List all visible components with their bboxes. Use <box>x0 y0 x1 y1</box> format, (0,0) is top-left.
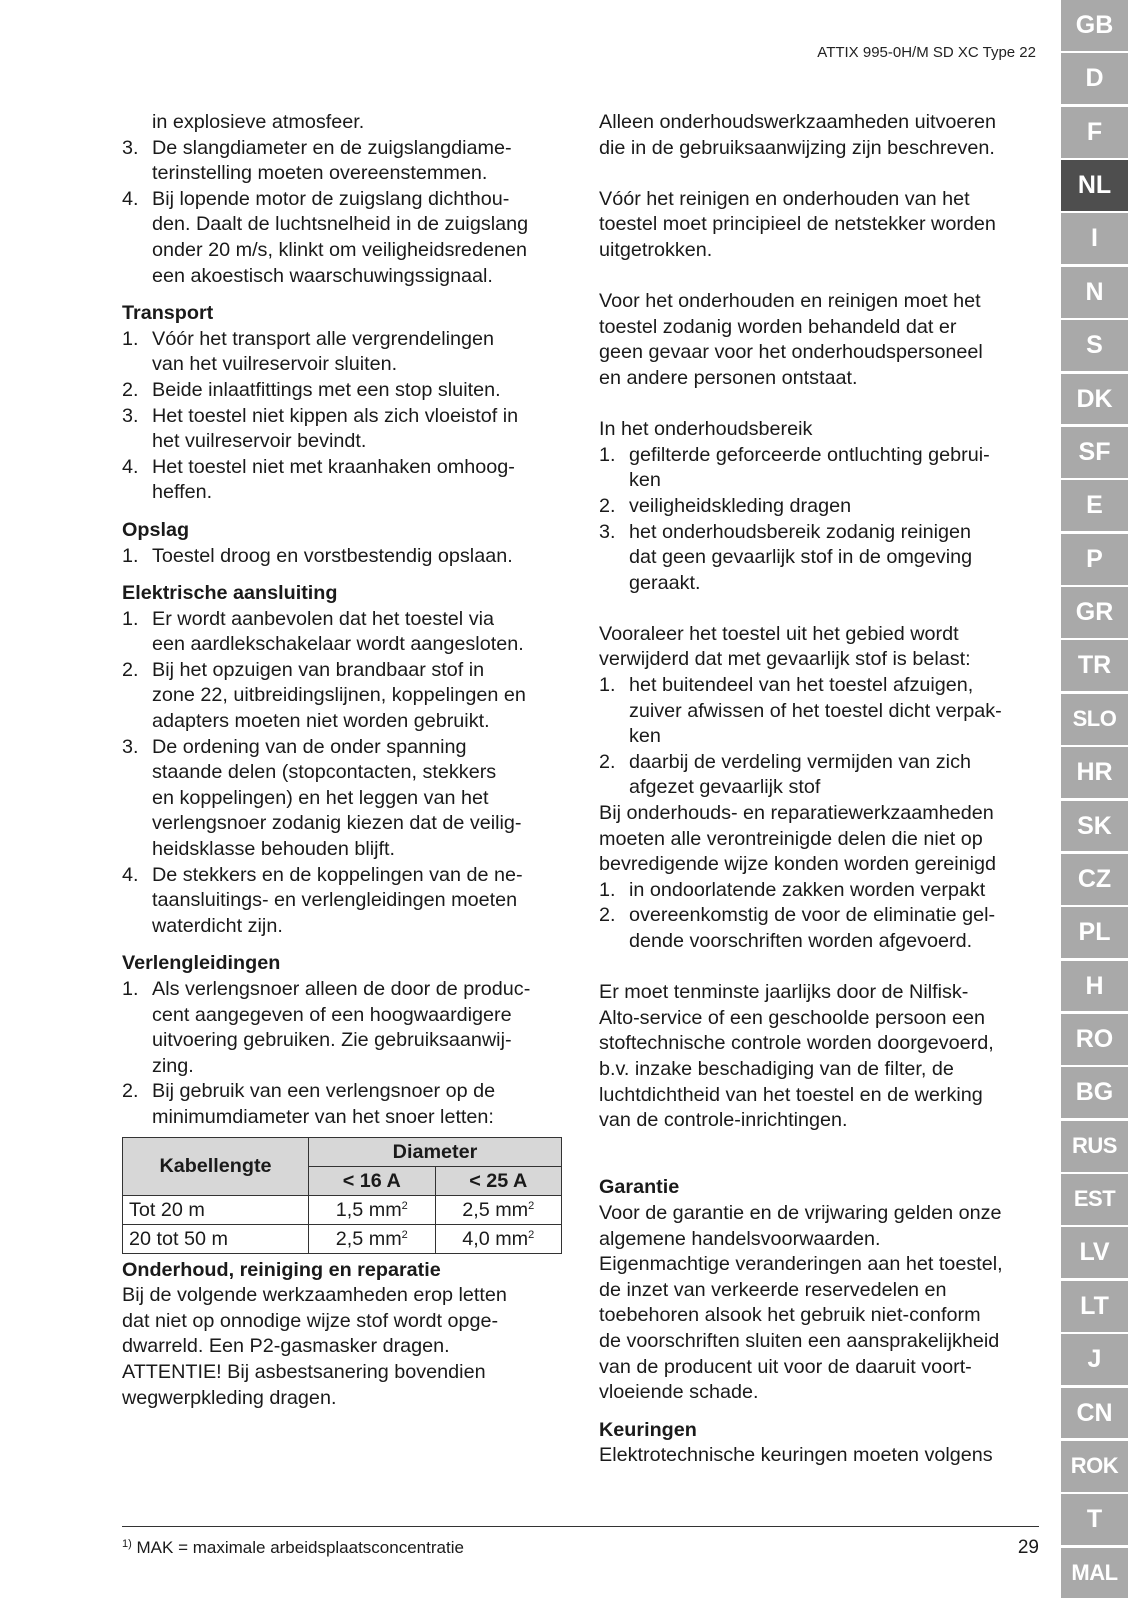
language-tab-hr[interactable]: HR <box>1061 747 1128 800</box>
text-line: algemene handelsvoorwaarden. <box>599 1227 881 1250</box>
language-tab-tr[interactable]: TR <box>1061 640 1128 693</box>
footnote-text: MAK = maximale arbeidsplaatsconcentratie <box>136 1538 464 1557</box>
list-item <box>122 327 567 378</box>
list-item-text: ken <box>629 469 661 492</box>
list-item-text: geraakt. <box>629 571 701 594</box>
list-item <box>122 607 567 658</box>
list-item-text: adapters moeten niet worden gebruikt. <box>152 710 490 733</box>
language-tab-t[interactable]: T <box>1061 1494 1128 1547</box>
list-item-text: heidsklasse behouden blijft. <box>152 838 396 861</box>
text-line: b.v. inzake beschadiging van de filter, de <box>599 1057 954 1080</box>
table-header-16a: < 16 A <box>309 1166 435 1195</box>
list-item-text: De ordening van de onder spanning <box>152 735 467 758</box>
text-line: Er moet tenminste jaarlijks door de Nilfisk- <box>599 981 969 1004</box>
left-column <box>122 110 567 1411</box>
page-number: 29 <box>1017 1537 1039 1558</box>
language-tab-lv[interactable]: LV <box>1061 1227 1128 1280</box>
list-item-text: dat geen gevaarlijk stof in de omgeving <box>629 546 973 569</box>
text-line: luchtdichtheid van het toestel en de werking <box>599 1083 983 1106</box>
language-tab-cz[interactable]: CZ <box>1061 854 1128 907</box>
text-line: dwarreld. Een P2-gasmasker dragen. <box>122 1335 450 1358</box>
list-item-text: afgezet gevaarlijk stof <box>629 776 821 799</box>
text-line: van de producent uit voor de daaruit voort- <box>599 1355 972 1378</box>
list-item-text: het buitendeel van het toestel afzuigen, <box>629 674 974 697</box>
list-item-text: staande delen (stopcontacten, stekkers <box>152 761 497 784</box>
list-item <box>122 863 567 940</box>
language-tab-rus[interactable]: RUS <box>1061 1121 1128 1174</box>
language-tab-pl[interactable]: PL <box>1061 907 1128 960</box>
language-tab-h[interactable]: H <box>1061 961 1128 1014</box>
section-title-elektrische-aansluiting: Elektrische aansluiting <box>122 582 338 605</box>
list-item <box>122 378 567 404</box>
transport-list <box>122 327 567 506</box>
list-item <box>599 750 1039 801</box>
language-tab-sf[interactable]: SF <box>1061 427 1128 480</box>
text-line: geen gevaar voor het onderhoudspersoneel <box>599 341 983 364</box>
language-tab-cn[interactable]: CN <box>1061 1388 1128 1441</box>
footnote <box>122 1538 464 1558</box>
keuringen-paragraph <box>599 1443 1039 1469</box>
list-item-text: daarbij de verdeling vermijden van zich <box>629 750 971 773</box>
language-tab-e[interactable]: E <box>1061 480 1128 533</box>
text-line: bevredigende wijze konden worden gereinigd <box>599 853 996 876</box>
language-tab-slo[interactable]: SLO <box>1061 694 1128 747</box>
text-line: de inzet van verkeerde reservedelen en <box>599 1278 947 1301</box>
list-item <box>599 443 1039 494</box>
list-item-text: het onderhoudsbereik zodanig reinigen <box>629 520 972 543</box>
list-number: 1. <box>122 978 139 1000</box>
text-line: Voor de garantie en de vrijwaring gelden onze <box>599 1201 1002 1224</box>
maintenance-paragraph-1 <box>599 110 1039 161</box>
list-item <box>122 658 567 735</box>
language-tab-ro[interactable]: RO <box>1061 1014 1128 1067</box>
list-number: 2. <box>122 378 139 401</box>
list-item-text: verlengsnoer zodanig kiezen dat de veilig- <box>152 812 522 835</box>
language-tab-gb[interactable]: GB <box>1061 0 1128 53</box>
list-item-text: Vóór het transport alle vergrendelingen <box>152 327 494 350</box>
onderhoud-paragraph <box>122 1283 567 1411</box>
list-item-text: Toestel droog en vorstbestendig opslaan. <box>152 544 513 567</box>
list-item-text: Het toestel niet kippen als zich vloeistof in <box>152 404 519 427</box>
contaminated-parts-intro <box>599 801 1039 878</box>
list-item-text: ken <box>629 725 661 748</box>
language-tab-bg[interactable]: BG <box>1061 1067 1128 1120</box>
list-item-text: cent aangegeven of een hoogwaardigere <box>152 1003 512 1026</box>
text-line: toebehoren alsook het gebruik niet-conform <box>599 1304 981 1327</box>
language-tab-dk[interactable]: DK <box>1061 374 1128 427</box>
text-line: stoftechnische controle worden doorgevoerd, <box>599 1032 994 1055</box>
text-line: Alto-service of een geschoolde persoon een <box>599 1006 985 1029</box>
list-item-text: De slangdiameter en de zuigslangdiame- <box>152 136 512 159</box>
list-number: 3. <box>122 404 139 427</box>
list-item-text: onder 20 m/s, klinkt om veiligheidsredenen <box>152 238 527 261</box>
table-row <box>123 1224 562 1253</box>
list-item <box>599 878 1039 904</box>
list-number: 3. <box>122 136 139 159</box>
table-row <box>123 1195 562 1224</box>
table-cell-length: Tot 20 m <box>123 1195 309 1224</box>
section-title-keuringen: Keuringen <box>599 1418 697 1441</box>
list-item-text: Er wordt aanbevolen dat het toestel via <box>152 607 494 630</box>
table-cell-25a: 4,0 $mm^2$ <box>435 1224 562 1253</box>
language-tab-mal[interactable]: MAL <box>1061 1548 1128 1601</box>
text-line: Vooraleer het toestel uit het gebied wordt <box>599 622 959 645</box>
text-line: verwijderd dat met gevaarlijk stof is belast: <box>599 648 971 671</box>
language-tab-i[interactable]: I <box>1061 213 1128 266</box>
text-line: moeten alle verontreinigde delen die niet op <box>599 827 983 850</box>
list-item <box>599 903 1039 954</box>
list-item <box>122 404 567 455</box>
language-tab-d[interactable]: D <box>1061 53 1128 106</box>
list-number: 2. <box>599 904 616 927</box>
list-number: 1. <box>599 878 616 901</box>
list-number: 1. <box>122 327 139 350</box>
elektrische-aansluiting-list <box>122 607 567 940</box>
text-line: Bij onderhouds- en reparatiewerkzaamheden <box>599 802 994 825</box>
text-line: Bij de volgende werkzaamheden erop letten <box>122 1284 507 1307</box>
maintenance-area-list <box>599 443 1039 597</box>
annual-inspection-paragraph <box>599 980 1039 1134</box>
language-tab-nl[interactable]: NL <box>1061 160 1128 213</box>
removal-intro <box>599 622 1039 673</box>
list-item-text: een akoestisch waarschuwingssignaal. <box>152 264 493 287</box>
language-tab-sk[interactable]: SK <box>1061 801 1128 854</box>
list-item-text: en koppelingen) en het leggen van het <box>152 786 489 809</box>
document-header: ATTIX 995-0H/M SD XC Type 22 <box>817 44 1036 61</box>
list-item <box>122 977 567 1079</box>
right-column <box>599 110 1039 1469</box>
removal-list <box>599 673 1039 801</box>
list-item-text: veiligheidskleding dragen <box>629 494 852 517</box>
language-tab-p[interactable]: P <box>1061 534 1128 587</box>
list-number: 4. <box>122 455 139 478</box>
list-item-text: overeenkomstig de voor de eliminatie gel- <box>629 904 996 927</box>
language-tab-n[interactable]: N <box>1061 267 1128 320</box>
footer-rule <box>122 1526 1039 1527</box>
table-cell-25a: 2,5 $mm^2$ <box>435 1195 562 1224</box>
list-item <box>599 520 1039 597</box>
list-number: 2. <box>599 750 616 773</box>
text-line: dat niet op onnodige wijze stof wordt opge- <box>122 1309 499 1332</box>
maintenance-area-intro: In het onderhoudsbereik <box>599 418 813 441</box>
list-item <box>122 544 567 570</box>
list-item-text: Het toestel niet met kraanhaken omhoog- <box>152 455 515 478</box>
language-tab-lt[interactable]: LT <box>1061 1281 1128 1334</box>
language-tab-f[interactable]: F <box>1061 107 1128 160</box>
list-item-text: Bij lopende motor de zuigslang dichthou- <box>152 187 510 210</box>
opslag-list <box>122 544 567 570</box>
table-header-kabellengte: Kabellengte <box>123 1137 309 1195</box>
garantie-paragraph <box>599 1201 1039 1406</box>
list-item-text: Bij het opzuigen van brandbaar stof in <box>152 658 485 681</box>
text-line: vloeiende schade. <box>599 1381 759 1404</box>
text-line: wegwerpkleding dragen. <box>122 1386 337 1409</box>
section-title-verlengleidingen: Verlengleidingen <box>122 952 281 975</box>
intro-list <box>122 136 567 290</box>
list-number: 1. <box>599 443 616 466</box>
list-item-text: een aardlekschakelaar wordt aangesloten. <box>152 633 524 656</box>
text-line: Elektrotechnische keuringen moeten volgens <box>599 1444 993 1467</box>
text-line: ATTENTIE! Bij asbestsanering bovendien <box>122 1360 486 1383</box>
cable-diameter-table <box>122 1137 562 1254</box>
list-item-text: zing. <box>152 1054 194 1077</box>
text-line: Voor het onderhouden en reinigen moet het <box>599 290 981 313</box>
text-line: toestel moet principieel de netstekker worden <box>599 213 996 236</box>
language-tab-est[interactable]: EST <box>1061 1174 1128 1227</box>
list-number: 1. <box>122 544 139 567</box>
list-item-text: Bij gebruik van een verlengsnoer op de <box>152 1080 496 1103</box>
list-item <box>122 136 567 187</box>
maintenance-paragraph-2 <box>599 187 1039 264</box>
list-item-text: waterdicht zijn. <box>152 914 283 937</box>
list-item <box>122 455 567 506</box>
list-item-text: dende voorschriften worden afgevoerd. <box>629 930 973 952</box>
list-number: 3. <box>122 735 139 758</box>
language-tab-s[interactable]: S <box>1061 320 1128 373</box>
list-number: 2. <box>599 494 616 517</box>
list-number: 3. <box>599 520 616 543</box>
text-line: Vóór het reinigen en onderhouden van het <box>599 187 970 210</box>
list-item-text: taansluitings- en verlengleidingen moeten <box>152 889 518 912</box>
list-item-text: terinstelling moeten overeenstemmen. <box>152 162 488 185</box>
list-item <box>599 673 1039 750</box>
section-title-garantie: Garantie <box>599 1176 680 1199</box>
list-item <box>122 735 567 863</box>
list-item-text: uitvoering gebruiken. Zie gebruiksaanwij- <box>152 1029 512 1052</box>
list-number: 4. <box>122 187 139 210</box>
list-item-text: Als verlengsnoer alleen de door de produc- <box>152 978 531 1000</box>
list-item <box>122 1079 567 1130</box>
section-title-onderhoud: Onderhoud, reiniging en reparatie <box>122 1258 441 1281</box>
list-item-text: gefilterde geforceerde ontluchting gebrui- <box>629 443 990 466</box>
list-item <box>599 494 1039 520</box>
maintenance-paragraph-3 <box>599 289 1039 391</box>
list-item-text: De stekkers en de koppelingen van de ne- <box>152 863 523 886</box>
text-line: Eigenmachtige veranderingen aan het toestel, <box>599 1253 1003 1276</box>
footnote-mark: 1) <box>122 1538 132 1550</box>
text-line: toestel zodanig worden behandeld dat er <box>599 315 957 338</box>
text-line: van de controle-inrichtingen. <box>599 1109 848 1132</box>
section-title-opslag: Opslag <box>122 518 190 541</box>
list-item-text: in ondoorlatende zakken worden verpakt <box>629 878 986 901</box>
language-tab-gr[interactable]: GR <box>1061 587 1128 640</box>
contaminated-parts-list <box>599 878 1039 955</box>
table-cell-length: 20 tot 50 m <box>123 1224 309 1253</box>
verlengleidingen-list <box>122 977 567 1131</box>
text-line: Alleen onderhoudswerkzaamheden uitvoeren <box>599 111 996 133</box>
language-tab-rok[interactable]: ROK <box>1061 1441 1128 1494</box>
text-line: uitgetrokken. <box>599 238 713 261</box>
table-cell-16a: 1,5 $mm^2$ <box>309 1195 435 1224</box>
list-item <box>122 187 567 289</box>
list-continuation: in explosieve atmosfeer. <box>152 111 365 133</box>
list-item-text: zuiver afwissen of het toestel dicht verpak- <box>629 699 1002 722</box>
language-tab-j[interactable]: J <box>1061 1334 1128 1387</box>
text-line: die in de gebruiksaanwijzing zijn beschreven. <box>599 136 995 159</box>
list-number: 1. <box>122 607 139 630</box>
list-number: 2. <box>122 1080 139 1103</box>
list-item-text: Beide inlaatfittings met een stop sluiten. <box>152 378 501 401</box>
list-number: 2. <box>122 658 139 681</box>
list-number: 1. <box>599 674 616 697</box>
text-line: de voorschriften sluiten een aansprakelijkheid <box>599 1329 1000 1352</box>
list-item-text: den. Daalt de luchtsnelheid in de zuigslang <box>152 213 529 236</box>
list-item-text: het vuilreservoir bevindt. <box>152 430 367 453</box>
list-item-text: heffen. <box>152 481 213 504</box>
list-number: 4. <box>122 863 139 886</box>
section-title-transport: Transport <box>122 302 214 325</box>
list-item-text: zone 22, uitbreidingslijnen, koppelingen en <box>152 684 526 707</box>
table-header-25a: < 25 A <box>435 1166 562 1195</box>
list-item-text: minimumdiameter van het snoer letten: <box>152 1105 494 1128</box>
language-sidebar <box>1061 0 1128 1601</box>
text-line: en andere personen ontstaat. <box>599 366 858 389</box>
table-header-diameter: Diameter <box>309 1137 562 1166</box>
list-item-text: van het vuilreservoir sluiten. <box>152 353 398 376</box>
table-cell-16a: 2,5 $mm^2$ <box>309 1224 435 1253</box>
